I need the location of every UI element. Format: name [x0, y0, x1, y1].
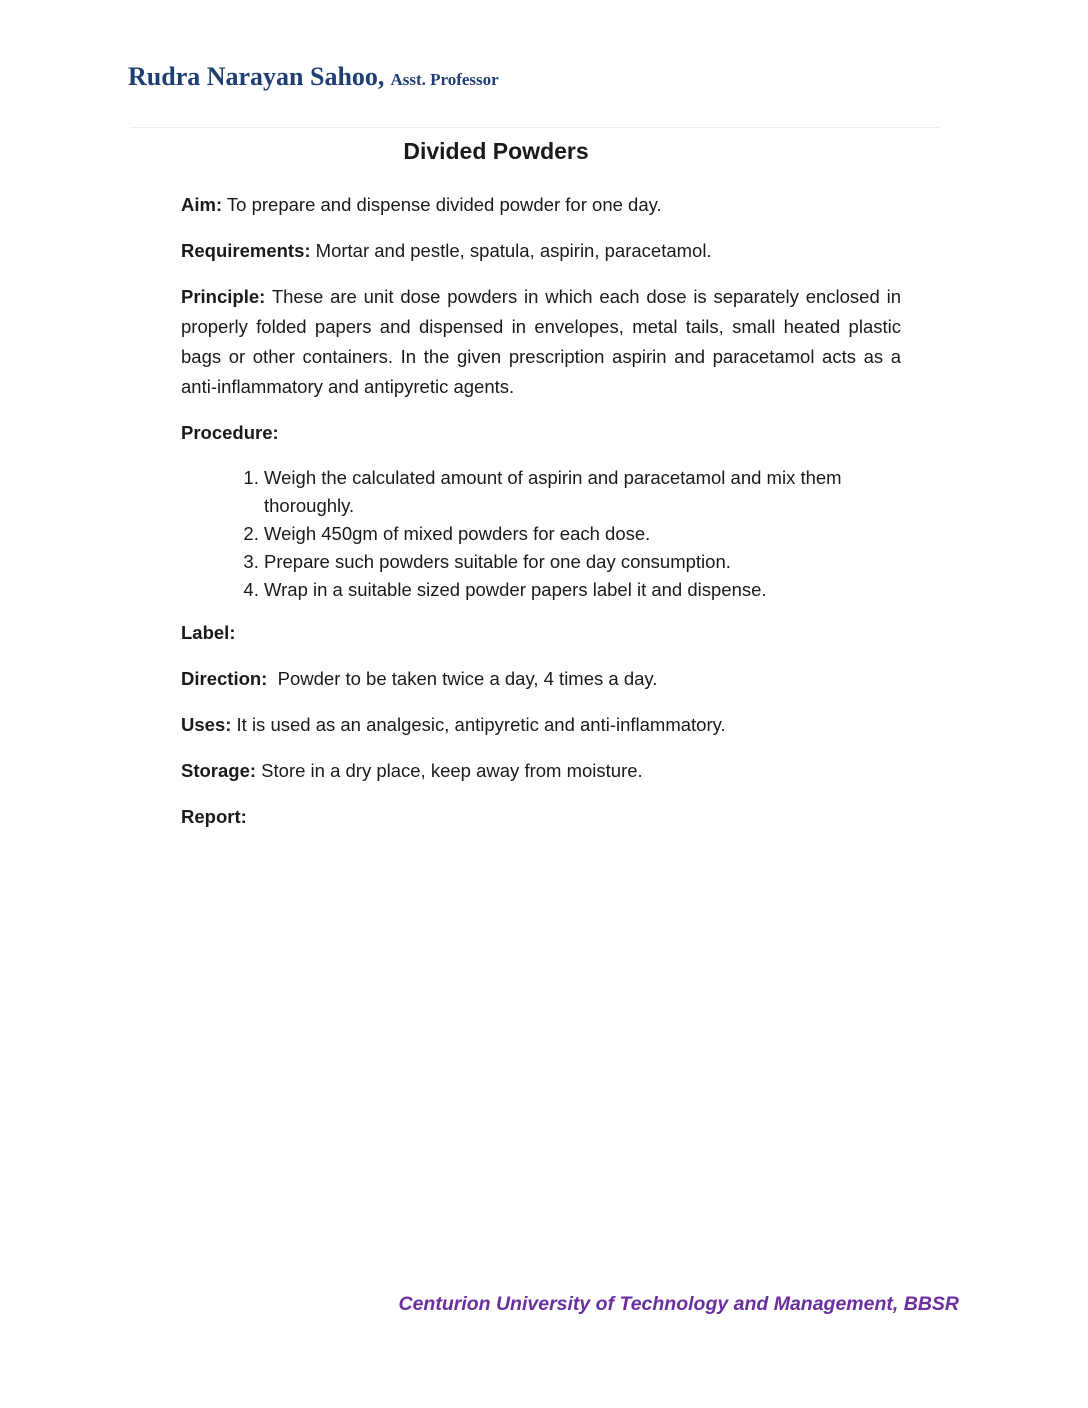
aim-label: Aim:: [181, 194, 223, 215]
procedure-step: 4. Wrap in a suitable sized powder papers label it and dispense.: [264, 576, 901, 604]
procedure-label: Procedure:: [181, 422, 279, 443]
principle-paragraph: [181, 282, 901, 402]
procedure-steps: [181, 464, 901, 604]
uses-paragraph: [181, 710, 901, 740]
page-title: Divided Powders: [403, 138, 589, 164]
procedure-step: 3. Prepare such powders suitable for one day consumption.: [264, 548, 901, 576]
principle-label: Principle:: [181, 286, 266, 307]
uses-text: It is used as an analgesic, antipyretic and anti-inflammatory.: [231, 714, 726, 735]
aim-text: To prepare and dispense divided powder for one day.: [222, 194, 662, 215]
principle-text: These are unit dose powders in which each dose is separately enclosed in properly folded papers and dispensed in envelopes, metal tails, small heated plastic bags or other containers. In the given prescription aspirin and paracetamol acts as a anti-inflammatory and antipyretic agents.: [181, 286, 901, 397]
header-divider: [130, 127, 940, 128]
requirements-paragraph: [181, 236, 901, 266]
aim-paragraph: [181, 190, 901, 220]
direction-text: Powder to be taken twice a day, 4 times a day.: [267, 668, 658, 689]
page-footer: Centurion University of Technology and Management, BBSR: [398, 1293, 959, 1315]
document-body: [181, 190, 901, 848]
storage-label: Storage:: [181, 760, 257, 781]
label-label: Label:: [181, 622, 236, 643]
procedure-step: 2. Weigh 450gm of mixed powders for each dose.: [264, 520, 901, 548]
procedure-step: 1. Weigh the calculated amount of aspirin and paracetamol and mix them thoroughly.: [264, 464, 901, 520]
direction-label: Direction:: [181, 668, 268, 689]
requirements-label: Requirements:: [181, 240, 311, 261]
procedure-heading-paragraph: [181, 418, 901, 448]
label-paragraph: [181, 618, 901, 648]
requirements-text: Mortar and pestle, spatula, aspirin, paracetamol.: [310, 240, 712, 261]
author-role: Asst. Professor: [390, 70, 499, 89]
report-paragraph: [181, 802, 901, 832]
page-header: [128, 62, 499, 92]
storage-text: Store in a dry place, keep away from moisture.: [256, 760, 643, 781]
uses-label: Uses:: [181, 714, 232, 735]
direction-paragraph: [181, 664, 901, 694]
report-label: Report:: [181, 806, 247, 827]
author-name: Rudra Narayan Sahoo,: [128, 62, 385, 91]
storage-paragraph: [181, 756, 901, 786]
